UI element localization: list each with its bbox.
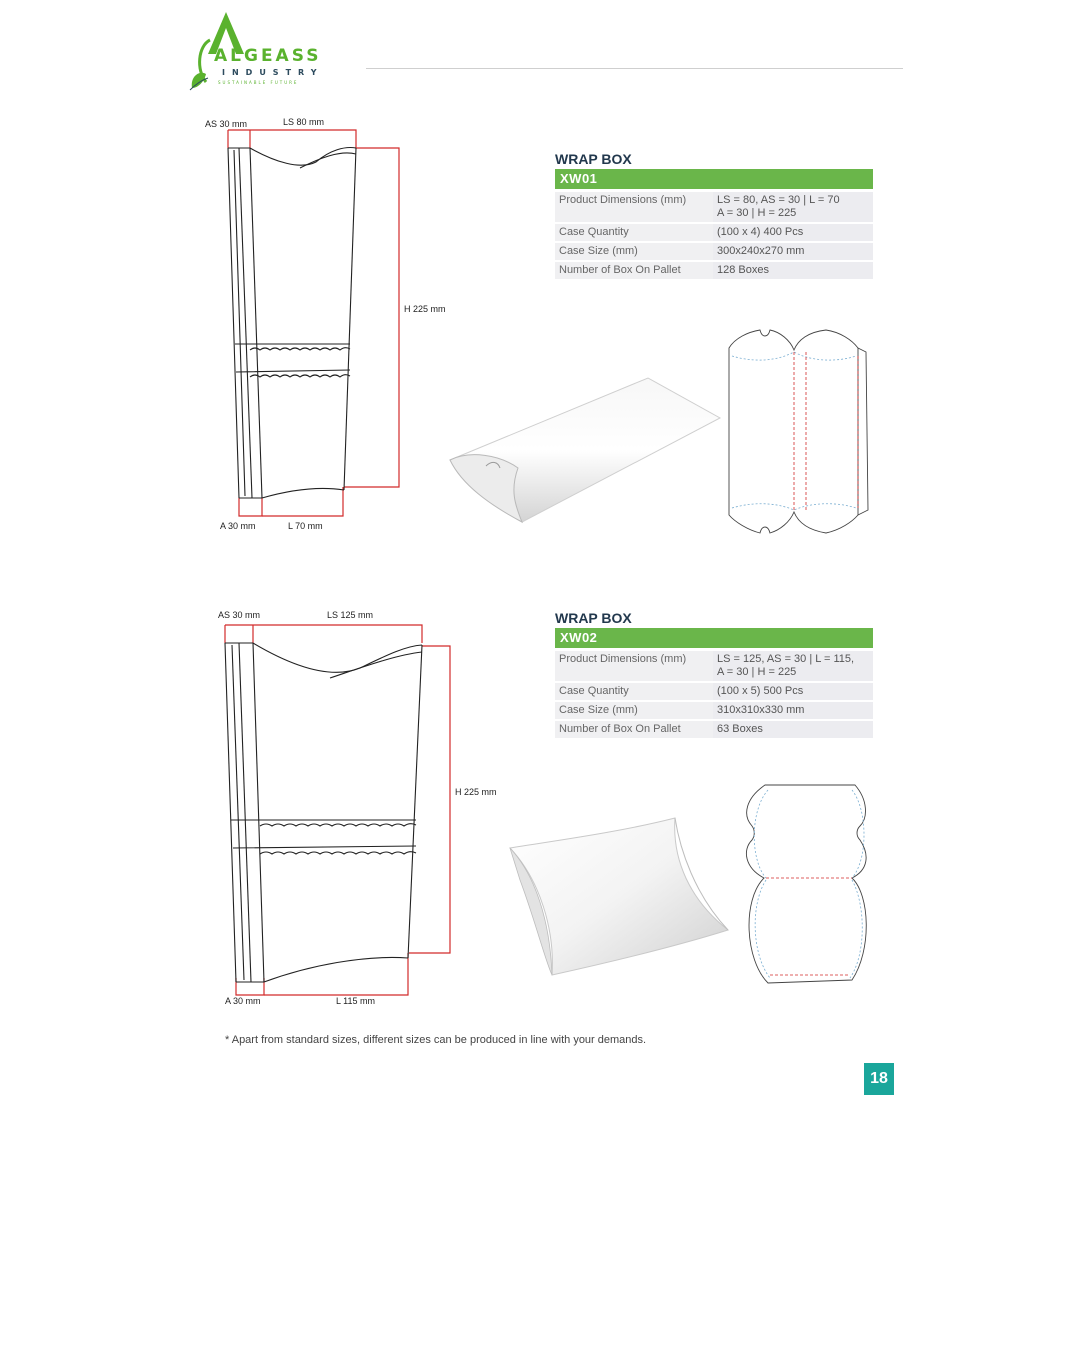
spec-key: Product Dimensions (mm)	[555, 651, 713, 681]
table-row	[555, 224, 873, 241]
dim-label-a: A 30 mm	[225, 996, 261, 1006]
spec-key: Product Dimensions (mm)	[555, 192, 713, 222]
spec-value: 128 Boxes	[713, 262, 873, 279]
logo-tagline: SUSTAINABLE FUTURE	[218, 80, 299, 85]
spec-value: 300x240x270 mm	[713, 243, 873, 260]
table-row	[555, 651, 873, 681]
spec-key: Case Size (mm)	[555, 243, 713, 260]
dim-label-l: L 70 mm	[288, 521, 323, 531]
table-row	[555, 192, 873, 222]
logo-subtitle: INDUSTRY	[222, 68, 324, 77]
spec-value: LS = 125, AS = 30 | L = 115, A = 30 | H = 225	[713, 651, 873, 681]
spec-table	[555, 649, 873, 740]
spec-value: 310x310x330 mm	[713, 702, 873, 719]
spec-table	[555, 190, 873, 281]
spec-key: Number of Box On Pallet	[555, 721, 713, 738]
product-code-bar: XW02	[555, 628, 873, 648]
table-row	[555, 262, 873, 279]
footnote: * Apart from standard sizes, different sizes can be produced in line with your demands.	[225, 1034, 647, 1046]
table-row	[555, 683, 873, 700]
spec-value: (100 x 5) 500 Pcs	[713, 683, 873, 700]
spec-title: WRAP BOX	[555, 610, 632, 626]
dim-label-a: A 30 mm	[220, 521, 256, 531]
dim-label-h: H 225 mm	[404, 304, 446, 314]
spec-value: LS = 80, AS = 30 | L = 70 A = 30 | H = 225	[713, 192, 873, 222]
header-divider	[366, 68, 903, 69]
dim-label-as: AS 30 mm	[205, 119, 248, 129]
product-code-bar: XW01	[555, 169, 873, 189]
spec-key: Case Size (mm)	[555, 702, 713, 719]
spec-key: Number of Box On Pallet	[555, 262, 713, 279]
table-row	[555, 702, 873, 719]
table-row	[555, 721, 873, 738]
spec-value: (100 x 4) 400 Pcs	[713, 224, 873, 241]
table-row	[555, 243, 873, 260]
page-number-badge: 18	[864, 1063, 894, 1095]
spec-key: Case Quantity	[555, 683, 713, 700]
dim-label-ls: LS 80 mm	[283, 117, 325, 127]
spec-value: 63 Boxes	[713, 721, 873, 738]
dim-label-as: AS 30 mm	[218, 610, 261, 620]
dim-label-ls: LS 125 mm	[327, 610, 374, 620]
logo-name: ALGEASS	[214, 46, 322, 66]
spec-title: WRAP BOX	[555, 151, 632, 167]
dim-label-l: L 115 mm	[336, 996, 376, 1006]
dim-label-h: H 225 mm	[455, 787, 497, 797]
spec-key: Case Quantity	[555, 224, 713, 241]
company-logo	[188, 10, 323, 95]
